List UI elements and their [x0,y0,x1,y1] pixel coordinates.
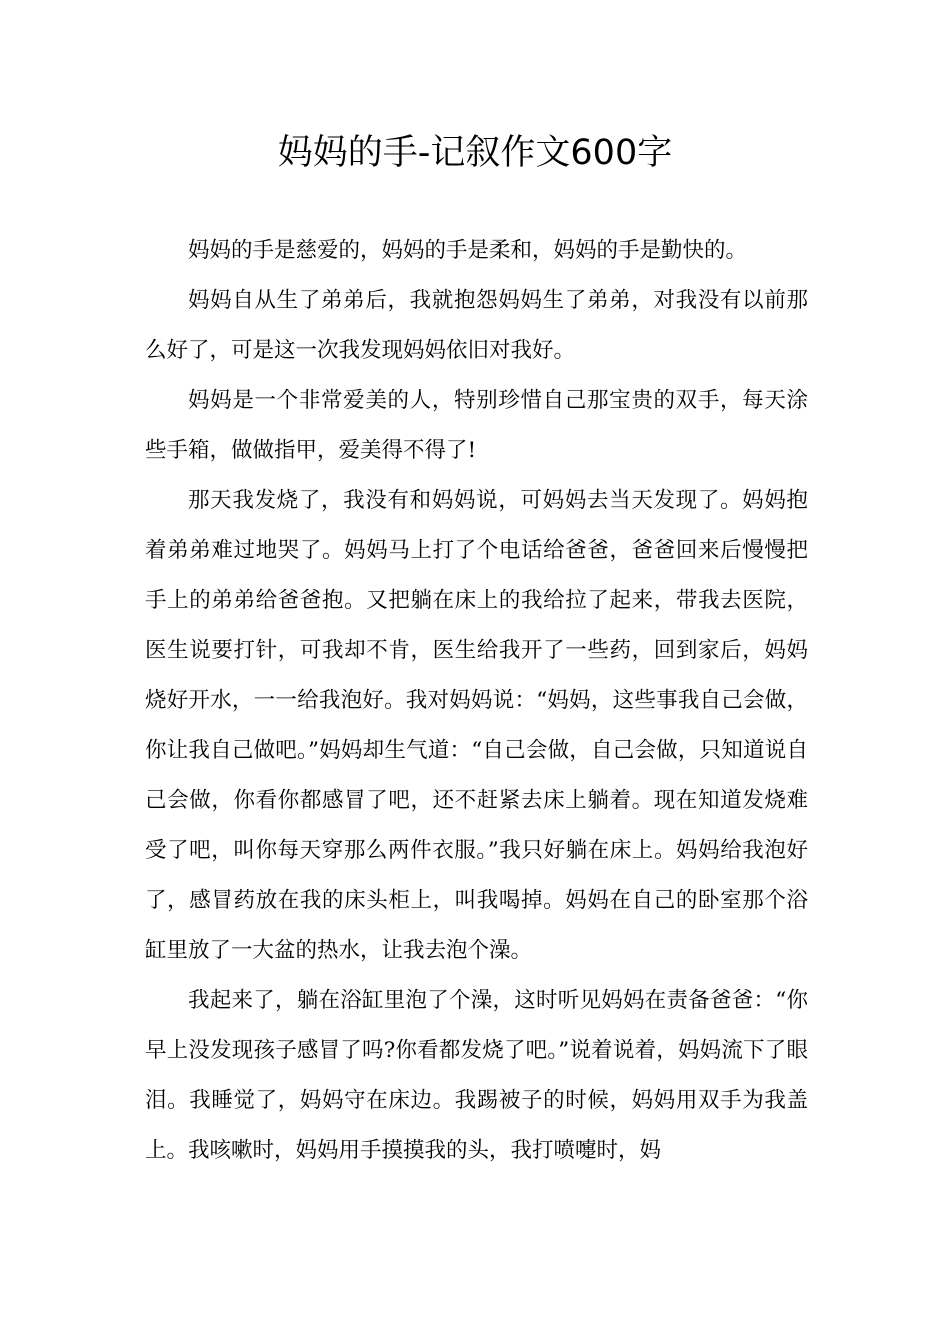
paragraph-3: 妈妈是一个非常爱美的人，特别珍惜自己那宝贵的双手，每天涂些手箱，做做指甲，爱美得不得了! [145,388,808,463]
page-title: 妈妈的手-记叙作文600字 [277,133,673,173]
paragraph-1: 妈妈的手是慈爱的，妈妈的手是柔和，妈妈的手是勤快的。 [188,238,748,263]
paragraph-2: 妈妈自从生了弟弟后，我就抱怨妈妈生了弟弟，对我没有以前那么好了，可是这一次我发现妈妈依旧对我好。 [145,288,808,363]
paragraph-4: 那天我发烧了，我没有和妈妈说，可妈妈去当天发现了。妈妈抱着弟弟难过地哭了。妈妈马上打了个电话给爸爸，爸爸回来后慢慢把手上的弟弟给爸爸抱。又把躺在床上的我给拉了起来，带我去医院，医生说要打针，可我却不肯，医生给我开了一些药，回到家后，妈妈烧好开水，一一给我泡好。我对妈妈说：“妈妈，这些事我自己会做，你让我自己做吧。”妈妈却生气道：“自己会做，自己会做，只知道说自己会做，你看你都感冒了吧，还不赶紧去床上躺着。现在知道发烧难受了吧，叫你每天穿那么两件衣服。”我只好躺在床上。妈妈给我泡好了，感冒药放在我的床头柜上，叫我喝掉。妈妈在自己的卧室那个浴缸里放了一大盆的热水，让我去泡个澡。 [145,488,808,963]
essay-body [145,226,808,1176]
paragraph-5: 我起来了，躺在浴缸里泡了个澡，这时听见妈妈在责备爸爸：“你早上没发现孩子感冒了吗?你看都发烧了吧。”说着说着，妈妈流下了眼泪。我睡觉了，妈妈守在床边。我踢被子的时候，妈妈用双手为我盖上。我咳嗽时，妈妈用手摸摸我的头，我打喷嚏时，妈 [145,988,808,1163]
